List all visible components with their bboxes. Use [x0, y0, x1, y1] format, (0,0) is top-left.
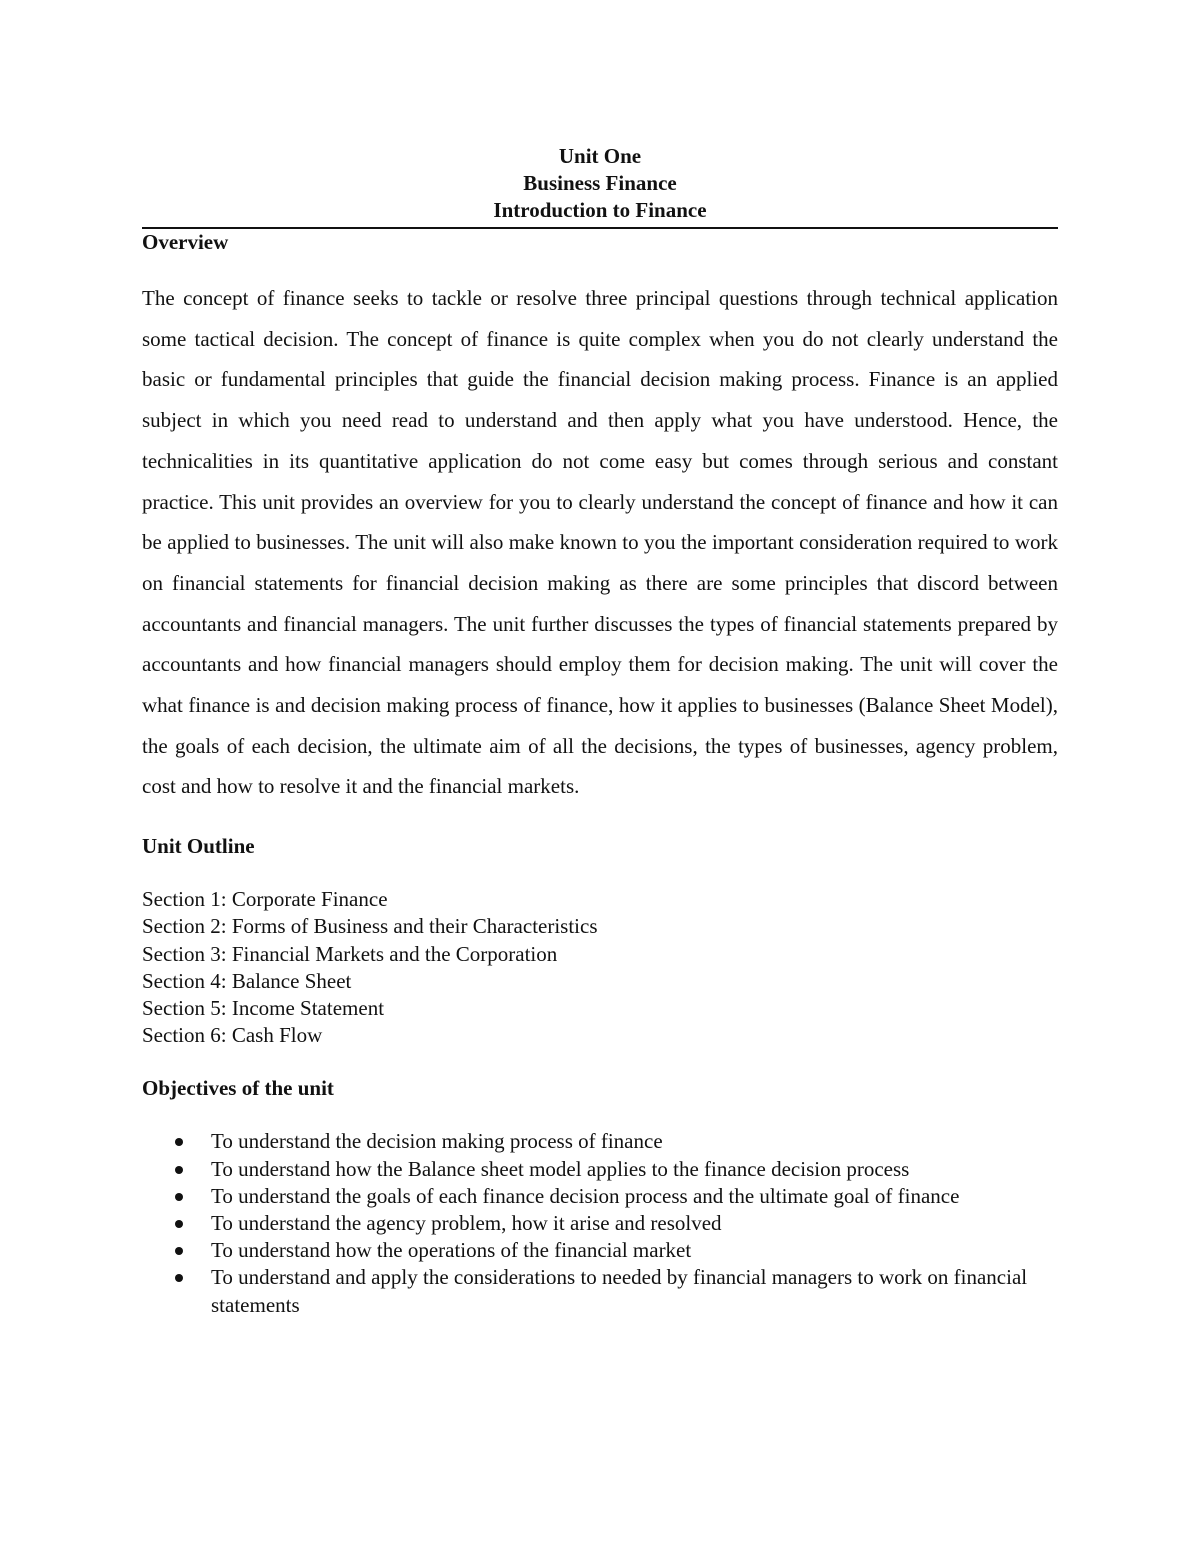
objective-text: To understand how the Balance sheet model applies to the finance decision process — [211, 1156, 910, 1181]
objective-text: To understand and apply the considerations to needed by financial managers to work on financial statements — [211, 1265, 1028, 1317]
objective-text: To understand the goals of each finance decision process and the ultimate goal of finance — [211, 1183, 960, 1208]
outline-item: Section 6: Cash Flow — [142, 1023, 323, 1048]
objective-item — [142, 1128, 1058, 1155]
title-block — [142, 143, 1058, 224]
outline-item: Section 2: Forms of Business and their Characteristics — [142, 914, 598, 939]
overview-paragraph: The concept of finance seeks to tackle or resolve three principal questions through technical application some tactical decision. The concept of finance is quite complex when you do not clearly understand the basic or fundamental principles that guide the financial decision making process. Finance is an applied subject in which you need read to understand and then apply what you have understood. Hence, the technicalities in its quantitative application do not come easy but comes through serious and constant practice. This unit provides an overview for you to clearly understand the concept of finance and how it can be applied to businesses. The unit will also make known to you the important consideration required to work on financial statements for financial decision making as there are some principles that discord between accountants and financial managers. The unit further discusses the types of financial statements prepared by accountants and how financial managers should employ them for decision making. The unit will cover the what finance is and decision making process of finance, how it applies to businesses (Balance Sheet Model), the goals of each decision, the ultimate aim of all the decisions, the types of businesses, agency problem, cost and how to resolve it and the financial markets. — [142, 286, 1058, 799]
outline-item: Section 1: Corporate Finance — [142, 887, 388, 912]
objective-item — [142, 1264, 1058, 1318]
bullet-icon — [175, 1247, 183, 1255]
bullet-icon — [175, 1193, 183, 1201]
outline-list — [142, 886, 1058, 1049]
outline-heading: Unit Outline — [142, 834, 255, 859]
bullet-icon — [175, 1166, 183, 1174]
chapter-title: Introduction to Finance — [493, 198, 707, 222]
objective-item — [142, 1156, 1058, 1183]
unit-title: Unit One — [558, 144, 642, 168]
bullet-icon — [175, 1220, 183, 1228]
outline-item: Section 5: Income Statement — [142, 995, 385, 1020]
objective-text: To understand the decision making process of finance — [211, 1129, 663, 1154]
overview-heading: Overview — [142, 230, 229, 254]
outline-item: Section 4: Balance Sheet — [142, 968, 352, 993]
objective-text: To understand how the operations of the financial market — [211, 1238, 692, 1263]
course-title: Business Finance — [523, 171, 677, 195]
objective-item — [142, 1183, 1058, 1210]
objective-item — [142, 1237, 1058, 1264]
bullet-icon — [175, 1274, 183, 1282]
objectives-list — [142, 1128, 1058, 1318]
objective-item — [142, 1210, 1058, 1237]
bullet-icon — [175, 1138, 183, 1146]
outline-item: Section 3: Financial Markets and the Corporation — [142, 941, 558, 966]
objectives-heading: Objectives of the unit — [142, 1076, 334, 1101]
document-page — [142, 143, 1058, 1319]
objective-text: To understand the agency problem, how it arise and resolved — [211, 1210, 722, 1235]
